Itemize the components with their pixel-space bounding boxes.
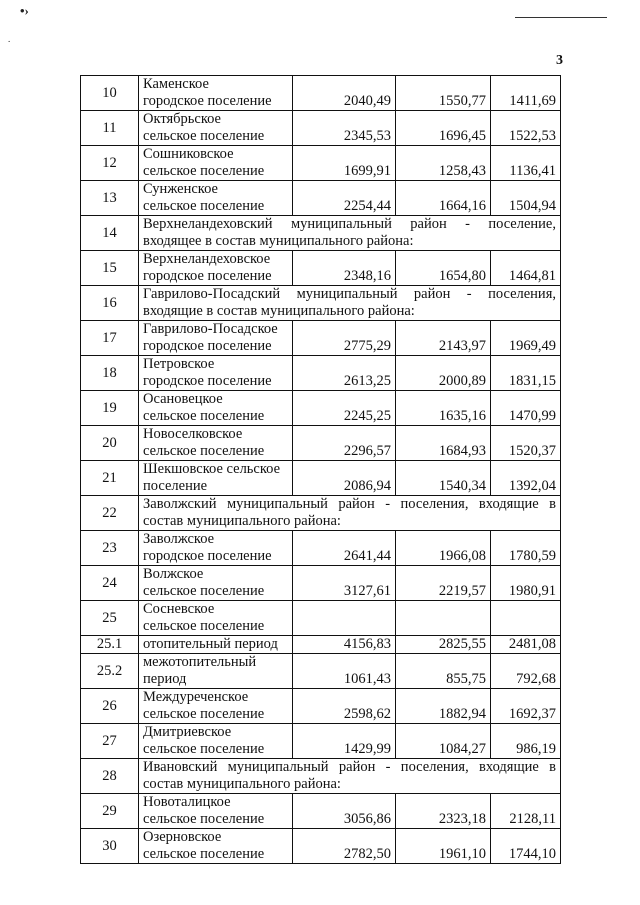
table-row [81, 724, 561, 759]
settlement-name [139, 146, 293, 181]
value-cell-2: 1654,80 [396, 251, 491, 286]
value-cell-1: 2598,62 [293, 689, 396, 724]
name-line-2: сельское поселение [143, 741, 265, 757]
value-cell-1: 2040,49 [293, 76, 396, 111]
value-cell-3: 1504,94 [491, 181, 561, 216]
row-number: 25.1 [81, 636, 139, 654]
name-line-2: городское поселение [143, 93, 272, 109]
name-line-2: городское поселение [143, 548, 272, 564]
value-cell-2: 1966,08 [396, 531, 491, 566]
value-cell-3: 1520,37 [491, 426, 561, 461]
value-cell-3: 1969,49 [491, 321, 561, 356]
name-line-1: Осановецкое [143, 391, 223, 407]
table-row [81, 321, 561, 356]
table-row [81, 496, 561, 531]
value-cell-3: 1744,10 [491, 829, 561, 864]
value-cell-1: 2775,29 [293, 321, 396, 356]
table-row [81, 111, 561, 146]
value-cell-1: 2782,50 [293, 829, 396, 864]
settlement-name [139, 461, 293, 496]
value-cell-3: 1136,41 [491, 146, 561, 181]
settlement-name [139, 724, 293, 759]
table-row [81, 654, 561, 689]
value-cell-2: 1540,34 [396, 461, 491, 496]
value-cell-2: 2000,89 [396, 356, 491, 391]
table-row [81, 636, 561, 654]
name-line-1: Петровское [143, 356, 215, 372]
settlement-name [139, 636, 293, 654]
table-row [81, 76, 561, 111]
row-number: 14 [81, 216, 139, 251]
table-row [81, 829, 561, 864]
name-line-2: поселение [143, 478, 208, 494]
settlement-name [139, 566, 293, 601]
value-cell-2: 2219,57 [396, 566, 491, 601]
settlement-name [139, 654, 293, 689]
value-cell-2: 2143,97 [396, 321, 491, 356]
name-line-1: Сосневское [143, 601, 215, 617]
value-cell-1: 2296,57 [293, 426, 396, 461]
name-line-2: сельское поселение [143, 618, 265, 634]
value-cell-3: 792,68 [491, 654, 561, 689]
value-cell-1: 2613,25 [293, 356, 396, 391]
settlement-name [139, 689, 293, 724]
name-line-1: Заволжское [143, 531, 215, 547]
name-line-2: сельское поселение [143, 706, 265, 722]
name-line-2: сельское поселение [143, 128, 265, 144]
value-cell-1: 1061,43 [293, 654, 396, 689]
value-cell-1: 3056,86 [293, 794, 396, 829]
value-cell-1: 2245,25 [293, 391, 396, 426]
settlement-name [139, 391, 293, 426]
name-line-1: Гаврилово-Посадское [143, 321, 278, 337]
value-cell-1: 2641,44 [293, 531, 396, 566]
value-cell-2: 2323,18 [396, 794, 491, 829]
value-cell-1: 2254,44 [293, 181, 396, 216]
settlement-name [139, 111, 293, 146]
page-number: 3 [556, 53, 563, 68]
row-number: 30 [81, 829, 139, 864]
name-line-1: Новоселковское [143, 426, 243, 442]
corner-mark: •› [20, 3, 29, 18]
name-line-2: период [143, 671, 187, 687]
value-cell-3: 1464,81 [491, 251, 561, 286]
table-row [81, 181, 561, 216]
name-line-2: сельское поселение [143, 846, 265, 862]
settlement-name [139, 356, 293, 391]
row-number: 19 [81, 391, 139, 426]
row-number: 15 [81, 251, 139, 286]
value-cell-3: 1692,37 [491, 689, 561, 724]
name-line-2: сельское поселение [143, 811, 265, 827]
name-line-2: сельское поселение [143, 163, 265, 179]
value-cell-2: 1882,94 [396, 689, 491, 724]
value-cell-2: 1084,27 [396, 724, 491, 759]
settlement-name [139, 76, 293, 111]
table-row [81, 601, 561, 636]
top-rule [515, 17, 607, 18]
row-number: 25 [81, 601, 139, 636]
value-cell-2: 1696,45 [396, 111, 491, 146]
value-cell-3: 2481,08 [491, 636, 561, 654]
district-header: Гаврилово-Посадский муниципальный район - поселения, входящие в состав муниципального района: [139, 286, 561, 321]
value-cell-3: 2128,11 [491, 794, 561, 829]
value-cell-2 [396, 601, 491, 636]
name-line-1: межотопительный [143, 654, 257, 670]
name-line-1: Каменское [143, 76, 209, 92]
value-cell-2: 1258,43 [396, 146, 491, 181]
row-number: 26 [81, 689, 139, 724]
value-cell-3: 1522,53 [491, 111, 561, 146]
table-row [81, 759, 561, 794]
value-cell-3: 1411,69 [491, 76, 561, 111]
value-cell-3: 1392,04 [491, 461, 561, 496]
value-cell-2: 1961,10 [396, 829, 491, 864]
value-cell-2: 1664,16 [396, 181, 491, 216]
table-row [81, 689, 561, 724]
row-number: 24 [81, 566, 139, 601]
name-line-2: сельское поселение [143, 583, 265, 599]
table-row [81, 286, 561, 321]
row-number: 10 [81, 76, 139, 111]
value-cell-3 [491, 601, 561, 636]
tariff-table [80, 75, 561, 864]
settlement-name [139, 829, 293, 864]
row-number: 27 [81, 724, 139, 759]
value-cell-3: 1831,15 [491, 356, 561, 391]
value-cell-1: 1429,99 [293, 724, 396, 759]
row-number: 21 [81, 461, 139, 496]
settlement-name [139, 321, 293, 356]
table-row [81, 251, 561, 286]
row-number: 22 [81, 496, 139, 531]
settlement-name [139, 426, 293, 461]
table-row [81, 356, 561, 391]
table-row [81, 531, 561, 566]
table-row [81, 391, 561, 426]
row-number: 20 [81, 426, 139, 461]
row-number: 13 [81, 181, 139, 216]
row-number: 25.2 [81, 654, 139, 689]
table-row [81, 216, 561, 251]
value-cell-3: 1980,91 [491, 566, 561, 601]
value-cell-1: 2348,16 [293, 251, 396, 286]
name-line-1: Верхнеландеховское [143, 251, 271, 267]
row-number: 16 [81, 286, 139, 321]
settlement-name [139, 794, 293, 829]
table-row [81, 426, 561, 461]
name-line-1: Новоталицкое [143, 794, 231, 810]
value-cell-2: 855,75 [396, 654, 491, 689]
settlement-name [139, 181, 293, 216]
table-body [81, 76, 561, 864]
value-cell-3: 1780,59 [491, 531, 561, 566]
name-line-1: Дмитриевское [143, 724, 232, 740]
name-line-1: Сунженское [143, 181, 218, 197]
corner-dot: . [8, 34, 11, 44]
value-cell-1: 1699,91 [293, 146, 396, 181]
row-number: 17 [81, 321, 139, 356]
name-line-2: городское поселение [143, 338, 272, 354]
value-cell-1: 2086,94 [293, 461, 396, 496]
name-line-1: Сошниковское [143, 146, 234, 162]
name-line-1: отопительный период [143, 636, 278, 652]
name-line-2: сельское поселение [143, 443, 265, 459]
district-header: Ивановский муниципальный район - поселения, входящие в состав муниципального района: [139, 759, 561, 794]
row-number: 28 [81, 759, 139, 794]
settlement-name [139, 531, 293, 566]
value-cell-3: 1470,99 [491, 391, 561, 426]
district-header: Заволжский муниципальный район - поселения, входящие в состав муниципального района: [139, 496, 561, 531]
settlement-name [139, 601, 293, 636]
name-line-1: Озерновское [143, 829, 222, 845]
settlement-name [139, 251, 293, 286]
name-line-2: городское поселение [143, 268, 272, 284]
table-row [81, 566, 561, 601]
value-cell-2: 1635,16 [396, 391, 491, 426]
table-row [81, 461, 561, 496]
row-number: 12 [81, 146, 139, 181]
value-cell-2: 1550,77 [396, 76, 491, 111]
value-cell-2: 2825,55 [396, 636, 491, 654]
table-row [81, 146, 561, 181]
name-line-1: Волжское [143, 566, 204, 582]
name-line-2: сельское поселение [143, 198, 265, 214]
table-row [81, 794, 561, 829]
row-number: 18 [81, 356, 139, 391]
name-line-2: городское поселение [143, 373, 272, 389]
value-cell-1: 3127,61 [293, 566, 396, 601]
row-number: 11 [81, 111, 139, 146]
name-line-1: Междуреченское [143, 689, 249, 705]
value-cell-1: 4156,83 [293, 636, 396, 654]
name-line-2: сельское поселение [143, 408, 265, 424]
name-line-1: Октябрьское [143, 111, 221, 127]
name-line-1: Шекшовское сельское [143, 461, 281, 477]
district-header: Верхнеландеховский муниципальный район - поселение, входящее в состав муниципального района: [139, 216, 561, 251]
value-cell-3: 986,19 [491, 724, 561, 759]
value-cell-2: 1684,93 [396, 426, 491, 461]
value-cell-1: 2345,53 [293, 111, 396, 146]
row-number: 29 [81, 794, 139, 829]
value-cell-1 [293, 601, 396, 636]
row-number: 23 [81, 531, 139, 566]
